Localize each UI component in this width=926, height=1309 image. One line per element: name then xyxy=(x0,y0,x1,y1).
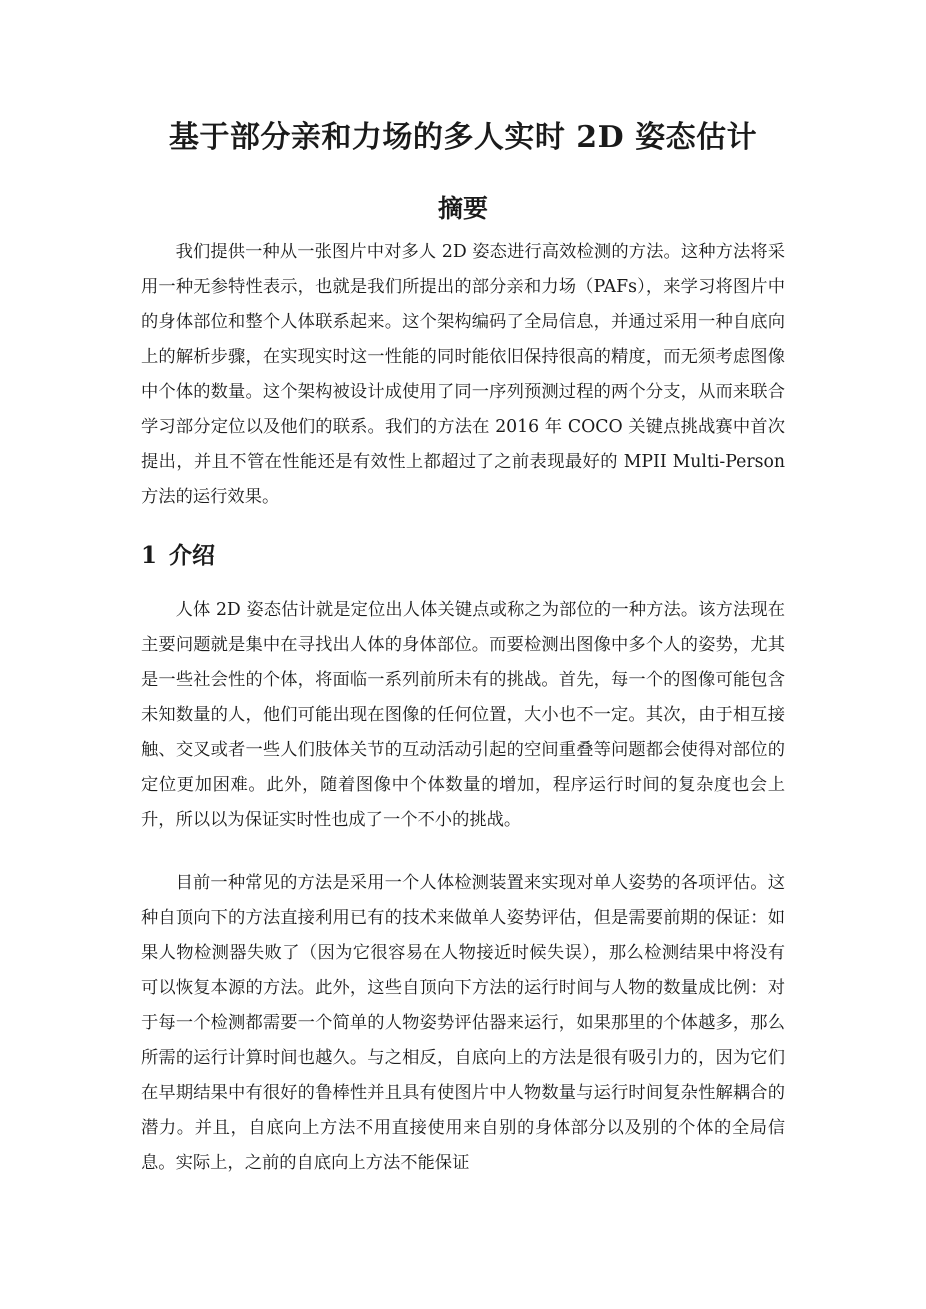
section-heading-introduction xyxy=(141,537,215,570)
introduction-paragraph: 人体 2D 姿态估计就是定位出人体关键点或称之为部位的一种方法。该方法现在主要问题就是集中在寻找出人体的身体部位。而要检测出图像中多个人的姿势，尤其是一些社会性的个体，将面临一系列前所未有的挑战。首先，每一个的图像可能包含未知数量的人，他们可能出现在图像的任何位置，大小也不一定。其次，由于相互接触、交叉或者一些人们肢体关节的互动活动引起的空间重叠等问题都会使得对部位的定位更加困难。此外，随着图像中个体数量的增加，程序运行时间的复杂度也会上升，所以以为保证实时性也成了一个不小的挑战。 xyxy=(141,600,785,830)
paper-title: 基于部分亲和力场的多人实时 2D 姿态估计 xyxy=(168,120,758,155)
introduction-paragraph: 目前一种常见的方法是采用一个人体检测装置来实现对单人姿势的各项评估。这种自顶向下的方法直接利用已有的技术来做单人姿势评估，但是需要前期的保证：如果人物检测器失败了（因为它很容易在人物接近时候失误），那么检测结果中将没有可以恢复本源的方法。此外，这些自顶向下方法的运行时间与人物的数量成比例：对于每一个检测都需要一个简单的人物姿势评估器来运行，如果那里的个体越多，那么所需的运行计算时间也越久。与之相反，自底向上的方法是很有吸引力的，因为它们在早期结果中有很好的鲁棒性并且具有使图片中人物数量与运行时间复杂性解耦合的潜力。并且，自底向上方法不用直接使用来自别的身体部分以及别的个体的全局信息。实际上，之前的自底向上方法不能保证 xyxy=(141,873,785,1173)
abstract-paragraph: 我们提供一种从一张图片中对多人 2D 姿态进行高效检测的方法。这种方法将采用一种无参特性表示，也就是我们所提出的部分亲和力场（PAFs），来学习将图片中的身体部位和整个人体联系起来。这个架构编码了全局信息，并通过采用一种自底向上的解析步骤，在实现实时这一性能的同时能依旧保持很高的精度，而无须考虑图像中个体的数量。这个架构被设计成使用了同一序列预测过程的两个分支，从而来联合学习部分定位以及他们的联系。我们的方法在 2016 年 COCO 关键点挑战赛中首次提出，并且不管在性能还是有效性上都超过了之前表现最好的 MPII Multi-Person 方法的运行效果。 xyxy=(141,242,785,507)
section-title: 介绍 xyxy=(169,542,216,569)
section-number: 1 xyxy=(141,542,158,569)
abstract-heading: 摘要 xyxy=(437,194,488,223)
